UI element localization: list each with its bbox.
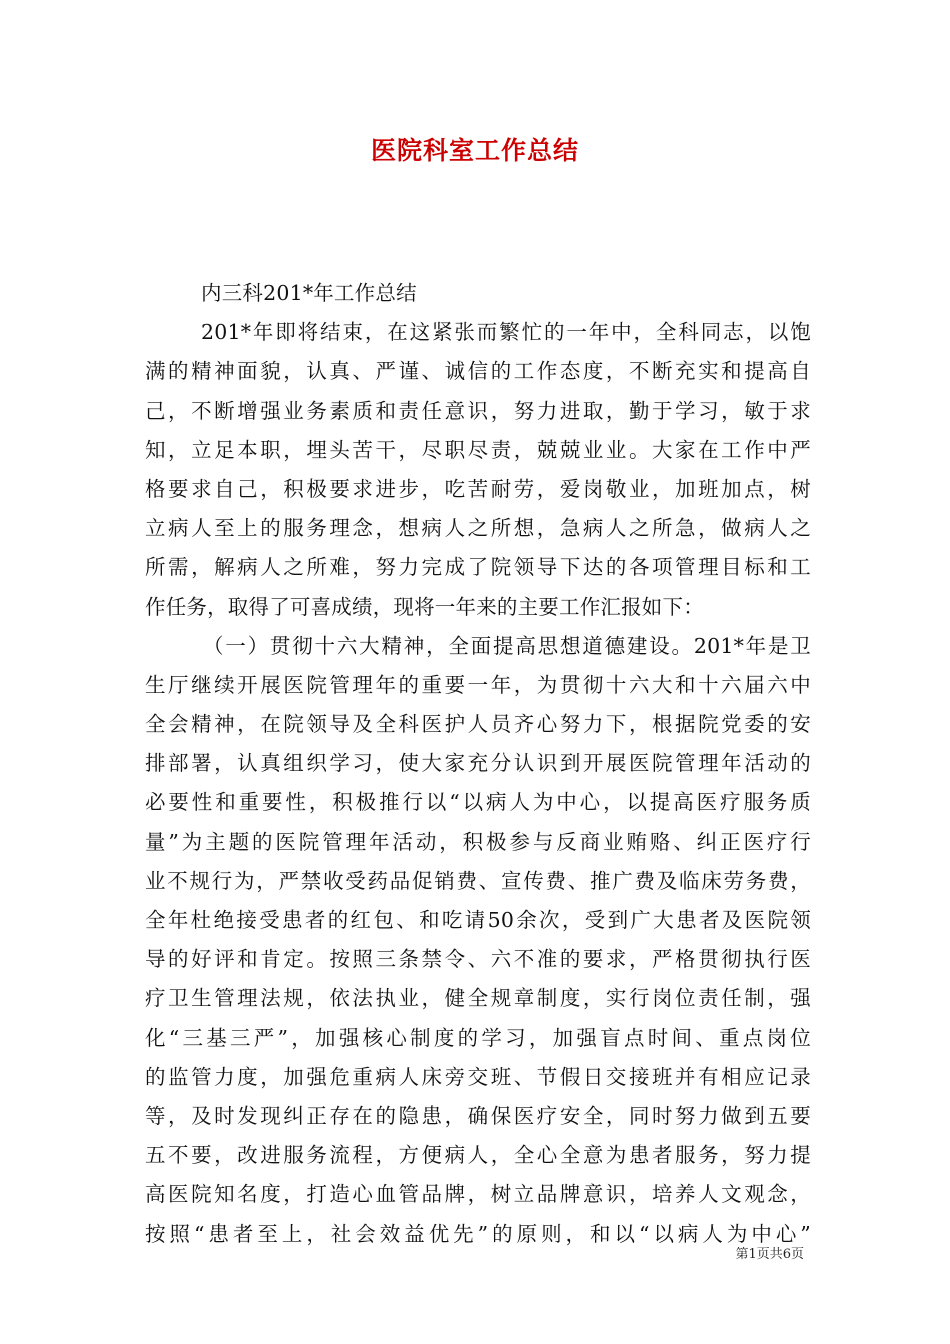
paragraph-line: 高医院知名度，打造心血管品牌，树立品牌意识，培养人文观念， — [145, 1182, 811, 1207]
paragraph-line: 作任务，取得了可喜成绩，现将一年来的主要工作汇报如下： — [145, 594, 704, 619]
paragraph-line: 格要求自己，积极要求进步，吃苦耐劳，爱岗敬业，加班加点，树 — [145, 476, 811, 501]
paragraph-line: 业不规行为，严禁收受药品促销费、宣传费、推广费及临床劳务费， — [145, 868, 811, 893]
paragraph-line: （一）贯彻十六大精神，全面提高思想道德建设。201*年是卫 — [203, 633, 811, 658]
paragraph-line: 全年杜绝接受患者的红包、和吃请50余次，受到广大患者及医院领 — [145, 908, 811, 932]
paragraph-line: 全会精神，在院领导及全科医护人员齐心努力下，根据院党委的安 — [145, 712, 811, 737]
paragraph-line: 生厅继续开展医院管理年的重要一年，为贯彻十六大和十六届六中 — [145, 672, 811, 697]
paragraph-line: 知，立足本职，埋头苦干，尽职尽责，兢兢业业。大家在工作中严 — [145, 437, 811, 462]
paragraph-line: 等，及时发现纠正存在的隐患，确保医疗安全，同时努力做到五要 — [145, 1103, 811, 1128]
page-number-label: 第1页共6页 — [735, 1247, 804, 1262]
paragraph-line: 按照“患者至上，社会效益优先”的原则，和以“以病人为中心” — [145, 1221, 811, 1246]
paragraph-line: 满的精神面貌，认真、严谨、诚信的工作态度，不断充实和提高自 — [145, 359, 811, 384]
paragraph-line: 己，不断增强业务素质和责任意识，努力进取，勤于学习，敏于求 — [145, 398, 811, 423]
paragraph-line: 量”为主题的医院管理年活动，积极参与反商业贿赂、纠正医疗行 — [145, 829, 811, 854]
page-number-footer — [735, 1246, 804, 1264]
paragraph-line: 导的好评和肯定。按照三条禁令、六不准的要求，严格贯彻执行医 — [145, 947, 811, 972]
paragraph-line: 化“三基三严”，加强核心制度的学习，加强盲点时间、重点岗位 — [145, 1025, 811, 1050]
paragraph-line: 所需，解病人之所难，努力完成了院领导下达的各项管理目标和工 — [145, 555, 811, 580]
paragraph-line: 五不要，改进服务流程，方便病人，全心全意为患者服务，努力提 — [145, 1143, 811, 1168]
paragraph-line: 必要性和重要性，积极推行以“以病人为中心，以提高医疗服务质 — [145, 790, 811, 815]
document-body — [145, 274, 811, 1254]
document-title: 医院科室工作总结 — [370, 136, 579, 165]
section-heading: 内三科201*年工作总结 — [201, 281, 417, 305]
paragraph-line: 的监管力度，加强危重病人床旁交班、节假日交接班并有相应记录 — [145, 1064, 811, 1089]
paragraph-line: 排部署，认真组织学习，使大家充分认识到开展医院管理年活动的 — [145, 751, 811, 776]
paragraph-line: 疗卫生管理法规，依法执业，健全规章制度，实行岗位责任制，强 — [145, 986, 811, 1011]
paragraph-line: 201*年即将结束，在这紧张而繁忙的一年中，全科同志，以饱 — [201, 320, 811, 345]
paragraph-line: 立病人至上的服务理念，想病人之所想，急病人之所急，做病人之 — [145, 516, 811, 541]
